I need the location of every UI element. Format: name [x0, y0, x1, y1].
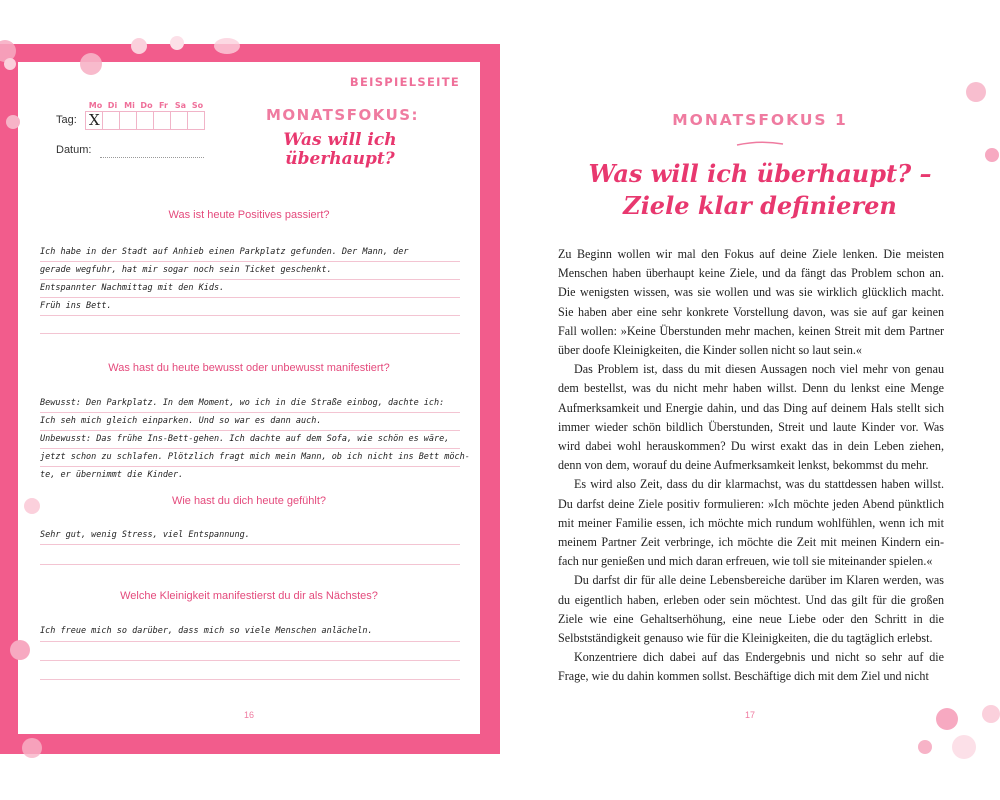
focus-title: MONATSFOKUS:	[266, 106, 420, 124]
swash-ornament-icon	[735, 140, 785, 148]
weekday-fr: Fr	[159, 101, 168, 110]
ruled-line	[40, 544, 460, 545]
answer-line: Ich habe in der Stadt auf Anhieb einen Parkplatz gefunden. Der Mann, der	[40, 247, 409, 257]
datum-field[interactable]	[100, 157, 204, 158]
weekday-so: So	[191, 101, 204, 110]
ruled-line	[40, 297, 460, 298]
weekday-box-di[interactable]	[102, 111, 120, 130]
weekday-mo: Mo	[88, 101, 103, 110]
answer-line: gerade wegfuhr, hat mir sogar noch sein Ticket geschenkt.	[40, 265, 332, 275]
answer-line: te, er übernimmt die Kinder.	[40, 470, 184, 480]
answer-line: Früh ins Bett.	[40, 301, 112, 311]
ruled-line	[40, 448, 460, 449]
ruled-line	[40, 641, 460, 642]
answer-line: Ich seh mich gleich einparken. Und so war es dann auch.	[40, 416, 322, 426]
weekday-labels	[87, 101, 206, 110]
confetti-dot	[170, 36, 184, 50]
confetti-dot	[936, 708, 958, 730]
paragraph: Du darfst dir für alle deine Lebensbereiche darüber im Klaren werden, was du eigentlich haben, erleben oder sein möchtest. Und das gilt für die großen Ziele wie eine Gehaltserhöhung, eine neue Liebe oder den Schritt in die Selbstständigkeit genauso wie für die Kleinigkeiten, die du tagtäglich erlebst.	[558, 573, 944, 646]
question-manifested: Was hast du heute bewusst oder unbewusst manifestiert?	[108, 362, 390, 374]
weekday-box-so[interactable]	[187, 111, 205, 130]
answer-line: Unbewusst: Das frühe Ins-Bett-gehen. Ich dachte auf dem Sofa, wie schön es wäre,	[40, 434, 450, 444]
answer-line: Ich freue mich so darüber, dass mich so viele Menschen anlächeln.	[40, 626, 373, 636]
paragraph: Es wird also Zeit, dass du dir klarmachst, was du stattdessen haben willst. Du darfst deine Ziele positiv formulieren: »Ich möchte jeden Abend pünktlich mit meiner Familie essen, ich möchte mich rundum wohlfühlen, wenn ich mit meinem Partner Zeit verbringe, ich möchte die Zeit mit meinen Kindern einfach nur genießen und mich daran erfreuen, wie toll sie miteinander spielen.«	[558, 477, 944, 569]
body-text	[558, 245, 944, 687]
weekday-box-sa[interactable]	[170, 111, 188, 130]
chapter-title: MONATSFOKUS 1	[672, 111, 848, 129]
confetti-dot	[4, 58, 16, 70]
ruled-line	[40, 279, 460, 280]
weekday-mi: Mi	[124, 101, 135, 110]
paragraph: Zu Beginn wollen wir mal den Fokus auf deine Ziele lenken. Die meisten Menschen haben überhaupt keine Ziele, und da fängt das Problem schon an. Die wenigsten wissen, was sie wollen und was sie wirklich glücklich macht. Sie haben aber eine sehr konkrete Vorstellung davon, was sie auf gar keinen Fall wollen: »Keine Überstunden mehr machen, keinen Streit mit dem Partner über doofe Kleinigkeiten, die Kinder sollen nicht so laut sein.«	[558, 247, 944, 358]
weekday-do: Do	[140, 101, 153, 110]
answer-line: jetzt schon zu schlafen. Plötzlich fragt mich mein Mann, ob ich nicht ins Bett möch-	[40, 452, 470, 462]
ruled-line	[40, 412, 460, 413]
page-number-left: 16	[243, 710, 254, 720]
confetti-dot	[131, 38, 147, 54]
paragraph: Das Problem ist, dass du mit diesen Aussagen noch viel mehr von genau dem bestellst, was du nicht mehr haben willst. Denn du lenkst eine Menge Aufmerksamkeit und Energie dahin, und das Ding auf deinem Hals stellt sich immer wieder schön bildlich Überstunden, Streit und laute Kinder vor. Was wird dabei wohl herauskommen? Du wirst exakt das in dein Leben ziehen, denn von dem, worauf du deine Aufmerksamkeit lenkst, bekommst du mehr.	[558, 362, 944, 473]
question-feeling: Wie hast du dich heute gefühlt?	[171, 495, 327, 507]
confetti-dot	[10, 640, 30, 660]
confetti-dot	[985, 148, 999, 162]
confetti-dot	[982, 705, 1000, 723]
weekday-box-mo[interactable]	[85, 111, 103, 130]
question-positive: Was ist heute Positives passiert?	[168, 209, 330, 221]
confetti-dot	[6, 115, 20, 129]
weekday-box-do[interactable]	[136, 111, 154, 130]
ruled-line	[40, 261, 460, 262]
ruled-line	[40, 315, 460, 316]
confetti-dot	[918, 740, 932, 754]
datum-label: Datum:	[56, 144, 92, 156]
ruled-line	[40, 333, 460, 334]
focus-script	[280, 131, 400, 169]
answer-line: Bewusst: Den Parkplatz. In dem Moment, wo ich in die Straße einbog, dachte ich:	[40, 398, 445, 408]
confetti-dot	[22, 738, 42, 758]
confetti-dot	[966, 82, 986, 102]
confetti-dot	[214, 38, 240, 54]
ruled-line	[40, 564, 460, 565]
confetti-dot	[24, 498, 40, 514]
focus-script-line: überhaupt?	[285, 149, 395, 169]
chapter-headline	[550, 158, 970, 222]
weekday-box-fr[interactable]	[153, 111, 171, 130]
left-page-frame	[0, 44, 500, 754]
weekday-di: Di	[107, 101, 118, 110]
confetti-dot	[952, 735, 976, 759]
ruled-line	[40, 679, 460, 680]
headline-line: Ziele klar definieren	[623, 191, 897, 220]
focus-script-line: Was will ich	[283, 130, 397, 150]
weekday-sa: Sa	[174, 101, 187, 110]
question-next: Welche Kleinigkeit manifestierst du dir als Nächstes?	[120, 590, 378, 602]
weekday-box-mi[interactable]	[119, 111, 137, 130]
answer-line: Sehr gut, wenig Stress, viel Entspannung.	[40, 530, 250, 540]
example-page-label: BEISPIELSEITE	[349, 75, 460, 89]
ruled-line	[40, 660, 460, 661]
answer-line: Entspannter Nachmittag mit den Kids.	[40, 283, 225, 293]
paragraph: Konzentriere dich dabei auf das Endergebnis und nicht so sehr auf die Frage, wie du dahin kommen sollst. Beschäftige dich mit dem Ziel und nicht	[558, 650, 944, 684]
weekday-checkboxes	[86, 111, 205, 130]
page-number-right: 17	[744, 710, 755, 720]
ruled-line	[40, 430, 460, 431]
left-page	[18, 62, 480, 734]
tag-label: Tag:	[56, 114, 77, 126]
confetti-dot	[80, 53, 102, 75]
ruled-line	[40, 466, 460, 467]
headline-line: Was will ich überhaupt? –	[588, 159, 932, 188]
